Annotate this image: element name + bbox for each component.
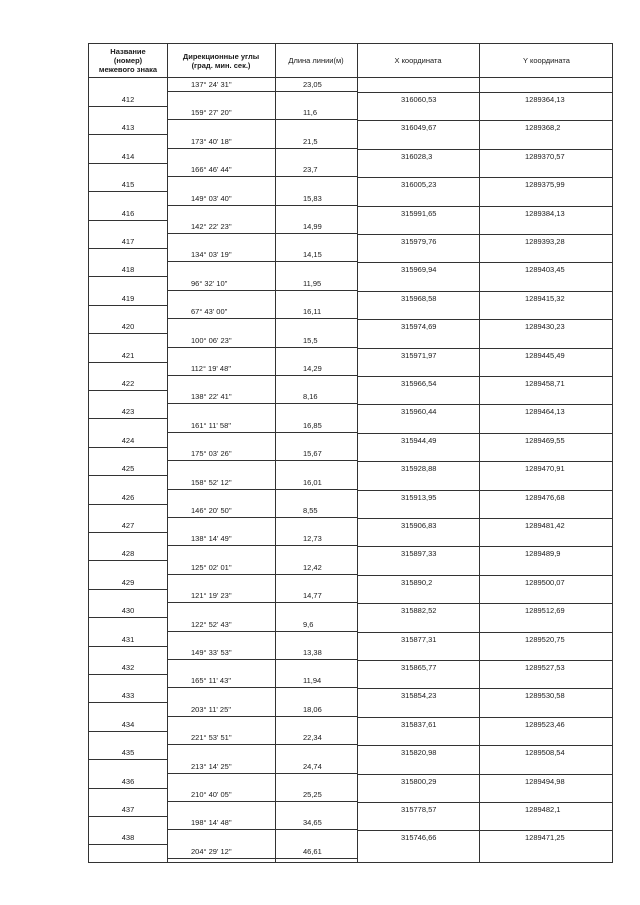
y-coordinate: 1289476,68 xyxy=(525,492,565,502)
y-coordinate: 1289527,53 xyxy=(525,663,565,672)
line-length: 8,16 xyxy=(303,392,318,402)
row-divider xyxy=(357,262,612,263)
row-divider xyxy=(89,731,167,732)
row-divider xyxy=(89,220,167,221)
row-divider xyxy=(357,745,612,746)
header-direction-angles xyxy=(167,44,275,77)
row-divider xyxy=(357,575,612,576)
row-divider xyxy=(89,134,167,135)
row-divider xyxy=(167,233,357,234)
line-length: 12,42 xyxy=(303,562,322,572)
header-text: Название xyxy=(110,47,146,56)
row-divider xyxy=(357,717,612,718)
line-length: 22,34 xyxy=(303,733,322,743)
row-divider xyxy=(357,461,612,462)
row-divider xyxy=(89,646,167,647)
row-divider xyxy=(357,234,612,235)
point-name: 414 xyxy=(121,151,135,161)
y-coordinate: 1289430,23 xyxy=(525,322,565,332)
direction-angle: 165° 11' 43'' xyxy=(191,676,232,686)
x-coordinate: 316028,3 xyxy=(401,151,433,161)
x-coordinate: 315969,94 xyxy=(401,265,437,275)
point-name: 424 xyxy=(121,435,135,445)
row-divider xyxy=(167,318,357,319)
row-divider xyxy=(167,119,357,120)
point-name: 436 xyxy=(121,776,135,786)
row-divider xyxy=(167,687,357,688)
direction-angle: 204° 29' 12'' xyxy=(191,846,232,856)
y-coordinate: 1289368,2 xyxy=(525,123,561,133)
row-divider xyxy=(89,276,167,277)
y-coordinate: 1289403,45 xyxy=(525,265,565,275)
header-y-coordinate xyxy=(479,44,614,77)
row-divider xyxy=(89,759,167,760)
row-divider xyxy=(357,490,612,491)
direction-angle: 146° 20' 50'' xyxy=(191,506,232,515)
x-coordinate: 316005,23 xyxy=(401,180,437,190)
row-divider xyxy=(357,546,612,547)
direction-angle: 161° 11' 58'' xyxy=(191,420,232,430)
row-divider xyxy=(167,716,357,717)
row-divider xyxy=(357,774,612,775)
y-coordinate: 1289415,32 xyxy=(525,293,565,303)
y-coordinate: 1289494,98 xyxy=(525,776,565,786)
row-divider xyxy=(357,149,612,150)
point-name: 425 xyxy=(121,464,135,474)
point-name: 433 xyxy=(121,691,135,701)
point-name: 437 xyxy=(121,805,135,814)
row-divider xyxy=(357,802,612,803)
direction-angle: 137° 24' 31'' xyxy=(191,80,232,89)
row-divider xyxy=(89,560,167,561)
point-name: 438 xyxy=(121,833,135,843)
row-divider xyxy=(357,376,612,377)
point-name: 417 xyxy=(121,237,135,246)
y-coordinate: 1289520,75 xyxy=(525,634,565,644)
line-length: 34,65 xyxy=(303,818,322,828)
direction-angle: 100° 06' 23'' xyxy=(191,335,232,345)
row-divider xyxy=(89,788,167,789)
row-divider xyxy=(89,504,167,505)
point-name: 416 xyxy=(121,208,135,218)
direction-angle: 138° 22' 41'' xyxy=(191,392,232,402)
header-text: Длина линии(м) xyxy=(288,56,344,65)
x-coordinate: 315913,95 xyxy=(401,492,437,502)
row-divider xyxy=(357,177,612,178)
y-coordinate: 1289393,28 xyxy=(525,237,565,246)
x-coordinate: 316060,53 xyxy=(401,95,437,104)
y-coordinate: 1289470,91 xyxy=(525,464,565,474)
row-divider xyxy=(167,631,357,632)
x-coordinate: 315966,54 xyxy=(401,379,437,388)
direction-angle: 159° 27' 20'' xyxy=(191,108,232,118)
direction-angle: 198° 14' 48'' xyxy=(191,818,232,828)
header-text: (град. мин. сек.) xyxy=(191,60,251,70)
point-name: 435 xyxy=(121,748,135,758)
point-name: 423 xyxy=(121,407,135,417)
row-divider xyxy=(167,744,357,745)
line-length: 12,73 xyxy=(303,534,322,544)
line-length: 11,6 xyxy=(303,108,318,118)
point-name: 432 xyxy=(121,663,135,672)
x-coordinate: 315854,23 xyxy=(401,691,437,701)
direction-angle: 203° 11' 25'' xyxy=(191,704,232,714)
row-divider xyxy=(167,801,357,802)
row-divider xyxy=(167,290,357,291)
x-coordinate: 315971,97 xyxy=(401,350,437,360)
y-coordinate: 1289512,69 xyxy=(525,606,565,616)
row-divider xyxy=(89,447,167,448)
direction-angle: 112° 19' 48'' xyxy=(191,364,232,373)
x-coordinate: 315882,52 xyxy=(401,606,437,616)
header-text: (номер) xyxy=(113,56,143,65)
y-coordinate: 1289364,13 xyxy=(525,95,565,104)
row-divider xyxy=(89,475,167,476)
x-coordinate: 315991,65 xyxy=(401,208,437,218)
row-divider xyxy=(89,589,167,590)
header-text: межевого знака xyxy=(98,65,158,74)
row-divider xyxy=(167,148,357,149)
header-text: X координата xyxy=(394,56,442,65)
line-length: 15,67 xyxy=(303,449,322,459)
x-coordinate: 315960,44 xyxy=(401,407,437,417)
direction-angle: 210° 40' 05'' xyxy=(191,790,232,799)
column-divider xyxy=(167,44,168,862)
direction-angle: 142° 22' 23'' xyxy=(191,222,232,231)
point-name: 420 xyxy=(121,322,135,332)
direction-angle: 221° 53' 51'' xyxy=(191,733,232,743)
y-coordinate: 1289481,42 xyxy=(525,521,565,530)
line-length: 8,55 xyxy=(303,506,318,515)
row-divider xyxy=(357,120,612,121)
point-name: 426 xyxy=(121,492,135,502)
row-divider xyxy=(167,659,357,660)
line-length: 15,83 xyxy=(303,193,322,203)
x-coordinate: 315974,69 xyxy=(401,322,437,332)
row-divider xyxy=(357,206,612,207)
row-divider xyxy=(167,517,357,518)
direction-angle: 166° 46' 44'' xyxy=(191,165,232,175)
column-divider xyxy=(357,44,358,862)
point-name: 412 xyxy=(121,95,135,104)
header-line-length xyxy=(275,44,357,77)
row-divider xyxy=(167,375,357,376)
direction-angle: 149° 33' 53'' xyxy=(191,648,232,657)
direction-angle: 125° 02' 01'' xyxy=(191,562,232,572)
row-divider xyxy=(167,460,357,461)
row-divider xyxy=(167,205,357,206)
point-name: 430 xyxy=(121,606,135,616)
point-name: 431 xyxy=(121,634,135,644)
x-coordinate: 315820,98 xyxy=(401,748,437,758)
x-coordinate: 315778,57 xyxy=(401,805,437,814)
line-length: 21,5 xyxy=(303,136,318,146)
coordinates-table xyxy=(88,43,613,863)
header-divider xyxy=(89,77,612,78)
y-coordinate: 1289375,99 xyxy=(525,180,565,190)
line-length: 9,6 xyxy=(303,619,314,629)
row-divider xyxy=(89,418,167,419)
header-point-name xyxy=(89,44,167,77)
direction-angle: 158° 52' 12'' xyxy=(191,477,232,487)
line-length: 14,99 xyxy=(303,222,322,231)
line-length: 23,7 xyxy=(303,165,318,175)
y-coordinate: 1289458,71 xyxy=(525,379,565,388)
row-divider xyxy=(167,176,357,177)
row-divider xyxy=(357,660,612,661)
x-coordinate: 315800,29 xyxy=(401,776,437,786)
row-divider xyxy=(357,433,612,434)
row-divider xyxy=(357,518,612,519)
direction-angle: 96° 32' 10'' xyxy=(191,278,228,288)
header-x-coordinate xyxy=(357,44,479,77)
y-coordinate: 1289523,46 xyxy=(525,719,565,729)
point-name: 413 xyxy=(121,123,135,133)
row-divider xyxy=(357,348,612,349)
y-coordinate: 1289445,49 xyxy=(525,350,565,360)
row-divider xyxy=(89,390,167,391)
point-name: 434 xyxy=(121,719,135,729)
line-length: 18,06 xyxy=(303,704,322,714)
line-length: 13,38 xyxy=(303,648,322,657)
direction-angle: 213° 14' 25'' xyxy=(191,761,232,771)
line-length: 16,85 xyxy=(303,420,322,430)
row-divider xyxy=(167,829,357,830)
header-text: Y координата xyxy=(523,56,570,65)
point-name: 419 xyxy=(121,293,135,303)
row-divider xyxy=(357,319,612,320)
column-divider xyxy=(479,44,480,862)
row-divider xyxy=(357,603,612,604)
y-coordinate: 1289464,13 xyxy=(525,407,565,417)
direction-angle: 175° 03' 26'' xyxy=(191,449,232,459)
point-name: 428 xyxy=(121,549,135,559)
line-length: 14,29 xyxy=(303,364,322,373)
y-coordinate: 1289500,07 xyxy=(525,577,565,587)
point-name: 415 xyxy=(121,180,135,190)
row-divider xyxy=(167,602,357,603)
row-divider xyxy=(357,404,612,405)
line-length: 16,11 xyxy=(303,307,322,317)
row-divider xyxy=(89,191,167,192)
row-divider xyxy=(89,333,167,334)
line-length: 15,5 xyxy=(303,335,318,345)
line-length: 16,01 xyxy=(303,477,322,487)
x-coordinate: 315877,31 xyxy=(401,634,437,644)
row-divider xyxy=(357,92,612,93)
row-divider xyxy=(89,674,167,675)
row-divider xyxy=(167,403,357,404)
y-coordinate: 1289530,58 xyxy=(525,691,565,701)
row-divider xyxy=(89,106,167,107)
row-divider xyxy=(89,532,167,533)
row-divider xyxy=(89,702,167,703)
row-divider xyxy=(89,617,167,618)
row-divider xyxy=(167,858,357,859)
point-name: 427 xyxy=(121,521,135,530)
x-coordinate: 315890,2 xyxy=(401,577,433,587)
line-length: 25,25 xyxy=(303,790,322,799)
x-coordinate: 315906,83 xyxy=(401,521,437,530)
y-coordinate: 1289471,25 xyxy=(525,833,565,843)
x-coordinate: 315865,77 xyxy=(401,663,437,672)
x-coordinate: 316049,67 xyxy=(401,123,437,133)
point-name: 429 xyxy=(121,577,135,587)
x-coordinate: 315968,58 xyxy=(401,293,437,303)
y-coordinate: 1289482,1 xyxy=(525,805,561,814)
y-coordinate: 1289370,57 xyxy=(525,151,565,161)
line-length: 24,74 xyxy=(303,761,322,771)
direction-angle: 173° 40' 18'' xyxy=(191,136,232,146)
row-divider xyxy=(89,816,167,817)
x-coordinate: 315837,61 xyxy=(401,719,437,729)
row-divider xyxy=(167,545,357,546)
x-coordinate: 315979,76 xyxy=(401,237,437,246)
y-coordinate: 1289384,13 xyxy=(525,208,565,218)
point-name: 418 xyxy=(121,265,135,275)
row-divider xyxy=(167,261,357,262)
row-divider xyxy=(357,291,612,292)
direction-angle: 138° 14' 49'' xyxy=(191,534,232,544)
row-divider xyxy=(167,489,357,490)
direction-angle: 149° 03' 40'' xyxy=(191,193,232,203)
row-divider xyxy=(167,574,357,575)
row-divider xyxy=(357,632,612,633)
line-length: 11,94 xyxy=(303,676,322,686)
y-coordinate: 1289489,9 xyxy=(525,549,561,559)
direction-angle: 121° 19' 23'' xyxy=(191,591,232,601)
direction-angle: 134° 03' 19'' xyxy=(191,250,232,260)
x-coordinate: 315928,88 xyxy=(401,464,437,474)
point-name: 422 xyxy=(121,379,135,388)
x-coordinate: 315897,33 xyxy=(401,549,437,559)
row-divider xyxy=(167,773,357,774)
y-coordinate: 1289469,55 xyxy=(525,435,565,445)
direction-angle: 67° 43' 00'' xyxy=(191,307,228,317)
direction-angle: 122° 52' 43'' xyxy=(191,619,232,629)
y-coordinate: 1289508,54 xyxy=(525,748,565,758)
row-divider xyxy=(357,688,612,689)
row-divider xyxy=(89,844,167,845)
line-length: 23,05 xyxy=(303,80,322,89)
row-divider xyxy=(89,248,167,249)
row-divider xyxy=(167,432,357,433)
line-length: 11,95 xyxy=(303,278,322,288)
row-divider xyxy=(89,305,167,306)
x-coordinate: 315746,66 xyxy=(401,833,437,843)
point-name: 421 xyxy=(121,350,135,360)
line-length: 14,77 xyxy=(303,591,322,601)
line-length: 46,61 xyxy=(303,846,322,856)
header-text: Дирекционные углы xyxy=(182,51,260,61)
column-divider xyxy=(275,44,276,862)
x-coordinate: 315944,49 xyxy=(401,435,437,445)
row-divider xyxy=(89,362,167,363)
row-divider xyxy=(167,91,357,92)
row-divider xyxy=(167,347,357,348)
row-divider xyxy=(357,830,612,831)
line-length: 14,15 xyxy=(303,250,322,260)
row-divider xyxy=(89,163,167,164)
